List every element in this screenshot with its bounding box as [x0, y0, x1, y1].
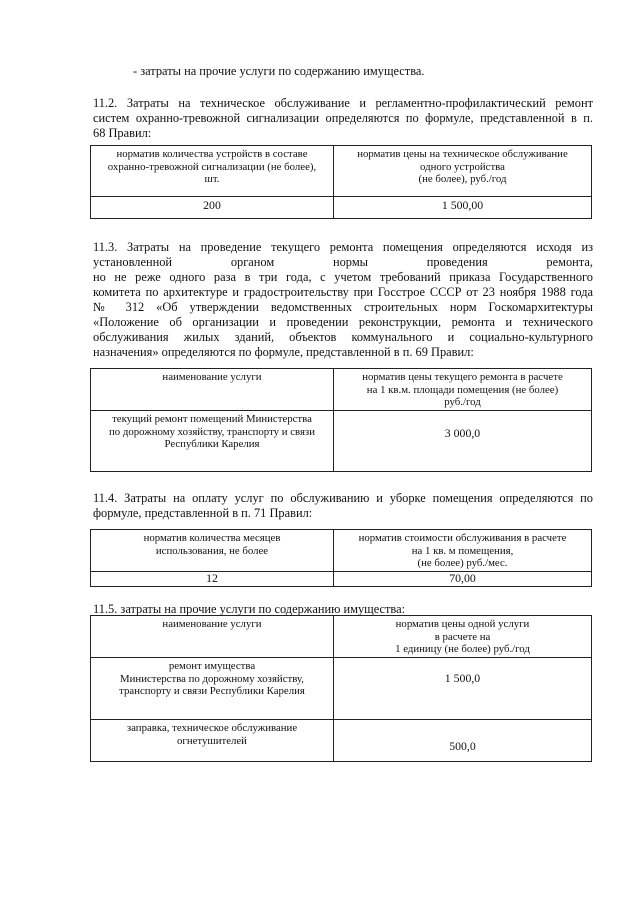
table-11-5-header-1: наименование услуги: [91, 616, 334, 658]
table-11-5-row-1-name: ремонт имущества Министерства по дорожному хозяйству, транспорту и связи Республики Карелия: [91, 658, 334, 720]
table-11-2-header-1: норматив количества устройств в составе охранно-тревожной сигнализации (не более), шт.: [91, 146, 334, 197]
para-11-4-line-2: формуле, представленной в п. 71 Правил:: [93, 506, 313, 520]
table-11-2-header-2: норматив цены на техническое обслуживание одного устройства (не более), руб./год: [334, 146, 592, 197]
table-row: [91, 658, 592, 720]
para-11-2-line-3: 68 Правил:: [93, 126, 152, 140]
para-11-4-line-1: 11.4. Затраты на оплату услуг по обслуживанию и уборке помещения определяются по: [93, 491, 593, 505]
para-11-3-line-5: № 312 «Об утверждении ведомственных строительных норм Госкомархитектуры: [93, 300, 593, 314]
table-11-3-header-2: норматив цены текущего ремонта в расчете на 1 кв.м. площади помещения (не более) руб./год: [334, 369, 592, 411]
para-11-3-line-6: «Положение об организации и проведении реконструкции, ремонта и технического: [93, 315, 593, 329]
table-11-3-row-value: 3 000,0: [334, 411, 592, 472]
line2-word-1: установленной: [93, 255, 173, 269]
table-row: [91, 720, 592, 762]
table-11-2-value-2: 1 500,00: [334, 197, 592, 219]
para-11-2-line-2: систем охранно-тревожной сигнализации определяются по формуле, представленной в п.: [93, 111, 593, 125]
table-11-5-header-2: норматив цены одной услуги в расчете на 1 единицу (не более) руб./год: [334, 616, 592, 658]
para-11-3-line-4: комитета по архитектуре и градостроительству при Госстрое СССР от 23 ноября 1988 года: [93, 285, 593, 299]
table-11-4-header-2: норматив стоимости обслуживания в расчете на 1 кв. м помещения, (не более) руб./мес.: [334, 530, 592, 572]
table-11-4-value-2: 70,00: [334, 572, 592, 587]
line2-word-2: органом: [230, 255, 275, 269]
para-11-3-line-8: назначения» определяются по формуле, представленной в п. 69 Правил:: [93, 345, 474, 359]
para-11-3-line-1: 11.3. Затраты на проведение текущего ремонта помещения определяются исходя из: [93, 240, 593, 254]
intro-line: - затраты на прочие услуги по содержанию имущества.: [133, 64, 425, 78]
table-11-3-row-name: текущий ремонт помещений Министерства по дорожному хозяйству, транспорту и связи Республики Карелия: [91, 411, 334, 472]
table-11-2-value-1: 200: [91, 197, 334, 219]
table-11-4-header-1: норматив количества месяцев использования, не более: [91, 530, 334, 572]
table-11-5-row-2-value: 500,0: [334, 720, 592, 762]
table-11-5: [90, 615, 592, 762]
line2-word-3: нормы: [332, 255, 368, 269]
line2-word-5: ремонта,: [546, 255, 593, 269]
table-11-4: [90, 529, 592, 587]
table-11-5-row-2-name: заправка, техническое обслуживание огнетушителей: [91, 720, 334, 762]
para-11-3-line-3: но не реже одного раза в три года, с учетом требований приказа Государственного: [93, 270, 593, 284]
table-11-3: [90, 368, 592, 472]
table-11-4-value-1: 12: [91, 572, 334, 587]
para-11-5-heading: 11.5. затраты на прочие услуги по содержанию имущества:: [93, 602, 406, 616]
table-11-3-header-1: наименование услуги: [91, 369, 334, 411]
para-11-2-line-1: 11.2. Затраты на техническое обслуживание и регламентно-профилактический ремонт: [93, 96, 593, 110]
para-11-3-line-7: обслуживания жилых зданий, объектов коммунального и социально-культурного: [93, 330, 593, 344]
table-11-2: [90, 145, 592, 219]
table-11-5-row-1-value: 1 500,0: [334, 658, 592, 720]
para-11-3-line-2: [93, 255, 593, 269]
line2-word-4: проведения: [426, 255, 488, 269]
